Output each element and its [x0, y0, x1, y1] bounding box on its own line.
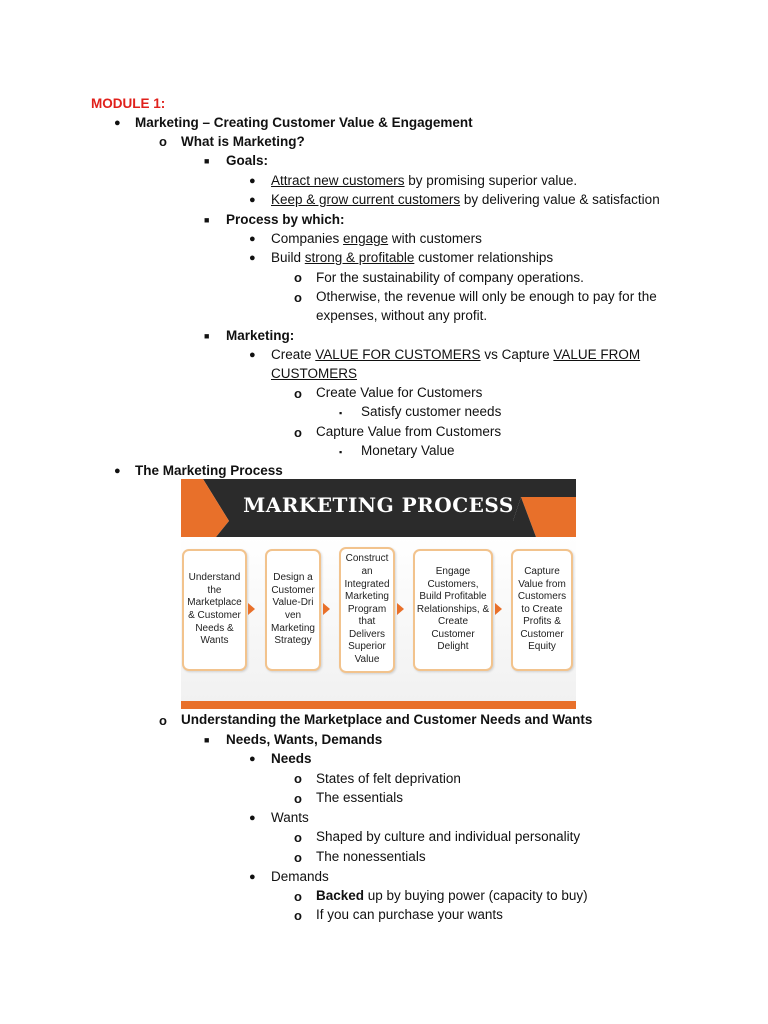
arrow-right-icon: [248, 603, 255, 615]
list-item: Monetary Value: [361, 443, 455, 458]
list-item: The essentials: [316, 790, 404, 805]
list-item-text: by promising superior value.: [404, 173, 578, 188]
list-item: Otherwise, the revenue will only be enough to pay for the: [316, 289, 657, 304]
bullet-dot: ●: [249, 252, 256, 264]
list-item-text: Build: [271, 250, 305, 265]
list-item: [271, 190, 660, 209]
list-item: [271, 229, 482, 248]
list-item: Marketing – Creating Customer Value & Engagement: [135, 115, 473, 130]
bullet-circle: o: [294, 889, 302, 904]
bullet-circle: o: [294, 270, 302, 285]
bullet-circle: o: [294, 386, 302, 401]
process-step-label: Construct an Integrated Marketing Program that Delivers Superior Value: [344, 553, 390, 666]
list-item: Goals:: [226, 153, 269, 168]
underlined-text: engage: [343, 231, 389, 246]
list-item: Demands: [271, 869, 329, 884]
list-item: [271, 345, 640, 364]
list-item: Create Value for Customers: [316, 385, 483, 400]
list-item-text: customer relationships: [414, 250, 554, 265]
bullet-circle: o: [294, 908, 302, 923]
bullet-circle: o: [294, 771, 302, 786]
bullet-circle: o: [294, 290, 302, 305]
bullet-circle: o: [294, 425, 302, 440]
bullet-circle: o: [159, 713, 167, 728]
figure-title: MARKETING PROCESS: [243, 493, 514, 517]
list-item-text: Create: [271, 347, 316, 362]
figure-bottom-bar: [181, 701, 576, 709]
bullet-circle: o: [159, 134, 167, 149]
bullet-dot: ●: [114, 465, 121, 477]
bullet-dot: ●: [249, 233, 256, 245]
list-item: [271, 248, 553, 267]
process-step-label: Engage Customers, Build Profitable Relationships, & Create Customer Delight: [416, 565, 490, 653]
list-item-text: up by buying power (capacity to buy): [364, 888, 588, 903]
process-step-label: Capture Value from Customers to Create Profits & Customer Equity: [517, 565, 567, 653]
bullet-dot: ●: [114, 117, 121, 129]
bold-text: Backed: [316, 888, 365, 903]
bullet-dot: ●: [249, 194, 256, 206]
list-item-text: with customers: [388, 231, 482, 246]
bullet-dot: ●: [249, 753, 256, 765]
bullet-square: ■: [204, 215, 210, 225]
list-item-continuation: CUSTOMERS: [271, 366, 358, 381]
list-item: Shaped by culture and individual personality: [316, 829, 581, 844]
bullet-dot: ●: [249, 349, 256, 361]
list-item-text: Companies: [271, 231, 344, 246]
bullet-circle: o: [294, 791, 302, 806]
process-step-4: [413, 549, 493, 671]
list-item-text: by delivering value & satisfaction: [460, 192, 660, 207]
underlined-text: Keep & grow current customers: [271, 192, 461, 207]
list-item: For the sustainability of company operations.: [316, 270, 584, 285]
bullet-square: ▪: [339, 408, 343, 418]
list-item: Wants: [271, 810, 309, 825]
list-item-text: vs Capture: [480, 347, 554, 362]
arrow-right-icon: [397, 603, 404, 615]
list-item: Process by which:: [226, 212, 345, 227]
bullet-circle: o: [294, 830, 302, 845]
list-item: [271, 171, 577, 190]
underlined-text: VALUE FOR CUSTOMERS: [315, 347, 481, 362]
process-step-2: [265, 549, 321, 671]
list-item: States of felt deprivation: [316, 771, 461, 786]
list-item: Satisfy customer needs: [361, 404, 502, 419]
process-step-label: Design a Customer Value-Dri ven Marketing Strategy: [271, 572, 315, 647]
list-item: Needs, Wants, Demands: [226, 732, 383, 747]
process-step-1: [182, 549, 247, 671]
bullet-dot: ●: [249, 812, 256, 824]
list-item: Capture Value from Customers: [316, 424, 502, 439]
list-item-continuation: expenses, without any profit.: [316, 308, 488, 323]
bullet-square: ■: [204, 156, 210, 166]
list-item: The nonessentials: [316, 849, 426, 864]
bullet-square: ■: [204, 735, 210, 745]
process-step-5: [511, 549, 573, 671]
bullet-circle: o: [294, 850, 302, 865]
list-item: [316, 886, 588, 905]
process-step-3: [339, 547, 395, 673]
list-item: What is Marketing?: [181, 134, 305, 149]
bullet-dot: ●: [249, 175, 256, 187]
arrow-right-icon: [495, 603, 502, 615]
underlined-text: Attract new customers: [271, 173, 405, 188]
process-step-label: Understand the Marketplace & Customer Needs & Wants: [187, 572, 242, 647]
underlined-text: VALUE FROM: [553, 347, 641, 362]
bullet-dot: ●: [249, 871, 256, 883]
list-item: Understanding the Marketplace and Customer Needs and Wants: [181, 712, 593, 727]
list-item: Needs: [271, 751, 312, 766]
list-item: The Marketing Process: [135, 463, 283, 478]
marketing-process-figure: [181, 479, 576, 709]
bullet-square: ▪: [339, 447, 343, 457]
module-title: MODULE 1:: [91, 96, 166, 111]
list-item: If you can purchase your wants: [316, 907, 503, 922]
list-item: Marketing:: [226, 328, 295, 343]
arrow-right-icon: [323, 603, 330, 615]
bullet-square: ■: [204, 331, 210, 341]
underlined-text: strong & profitable: [304, 250, 415, 265]
